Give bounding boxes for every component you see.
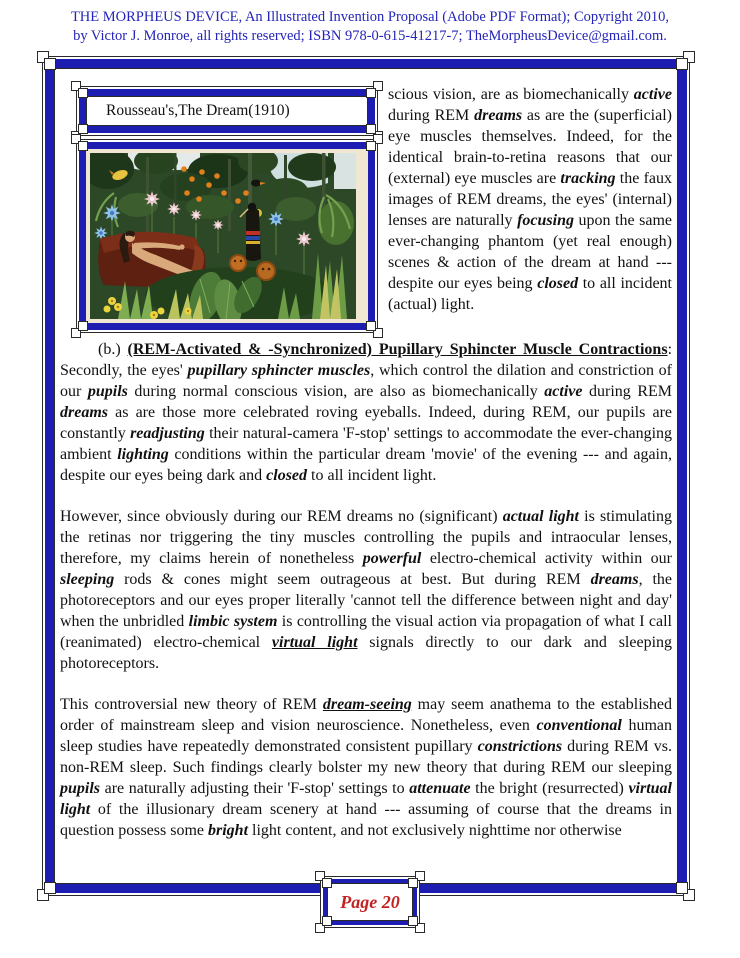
- page-content: [54, 68, 678, 880]
- page-border-frame: [42, 56, 690, 896]
- paragraph-section-b: (b.) (REM-Activated & -Synchronized) Pupillary Sphincter Muscle Contractions: Secondly, the eyes' pupillary sphincter muscles, which control the dilation and constriction of our pupils during normal conscious vision, are also as biomechanically active during REM dreams as are those more celebrated roving eyeballs. Indeed, during REM, our pupils are constantly readjusting their natural-camera 'F-stop' settings to accommodate the ever-changing ambient lighting conditions within the particular dream 'movie' of the evening --- and again, despite our eyes being dark and closed to all incident light.: [60, 341, 673, 484]
- figure-caption-box: [76, 86, 378, 136]
- paragraph-however: However, since obviously during our REM dreams no (significant) actual light is stimulating the retinas nor triggering the tiny muscles controlling the pupils and intraocular lenses, therefore, my claims herein of nonetheless powerful electro-chemical activity within our sleeping rods & cones might seem outrageous at best. But during REM dreams, the photoreceptors and our eyes proper literally 'cannot tell the difference between night and day' when the unbridled limbic system is controlling the visual action via propagation of what I call (reanimated) electro-chemical virtual light signals directly to our dark and sleeping photoreceptors.: [60, 508, 673, 672]
- figure-caption: Rousseau's, The Dream (1910): [106, 102, 290, 119]
- page-number-box: [320, 876, 420, 928]
- figure-image-box: [76, 139, 378, 333]
- document-header: [0, 8, 740, 46]
- paragraph-theory: This controversial new theory of REM dream-seeing may seem anathema to the established order of mainstream sleep and vision neuroscience. Nonetheless, even conventional human sleep studies have repeatedly demonstrated consistent pupillary constrictions during REM vs. non-REM sleep. Such findings clearly bolster my new theory that during REM our sleeping pupils are naturally adjusting their 'F-stop' settings to attenuate the bright (resurrected) virtual light of the illusionary dream scenery at hand --- assuming of course that the dreams in question possess some bright light content, and not exclusively nighttime nor otherwise: [60, 696, 673, 839]
- page-number: Page 20: [340, 891, 400, 912]
- header-line-1: THE MORPHEUS DEVICE, An Illustrated Invention Proposal (Adobe PDF Format); Copyright 2010,: [70, 9, 670, 25]
- figure-rousseau-dream: [76, 86, 378, 333]
- header-line-2: by Victor J. Monroe, all rights reserved; ISBN 978-0-615-41217-7; TheMorpheusDevice@gmail.com.: [73, 28, 667, 44]
- rousseau-the-dream-painting: [90, 153, 356, 319]
- paragraph-continuation: scious vision, are as biomechanically active during REM dreams as are the (superficial) eye muscles themselves. Indeed, for the identical brain-to-retina reasons that our (external) eye muscles are tracking the faux images of REM dreams, the eyes' (internal) lenses are naturally focusing upon the same ever-changing phantom (yet real enough) scenes & action of the dream at hand --- despite our eyes being closed to all incident (actual) light.: [388, 86, 673, 313]
